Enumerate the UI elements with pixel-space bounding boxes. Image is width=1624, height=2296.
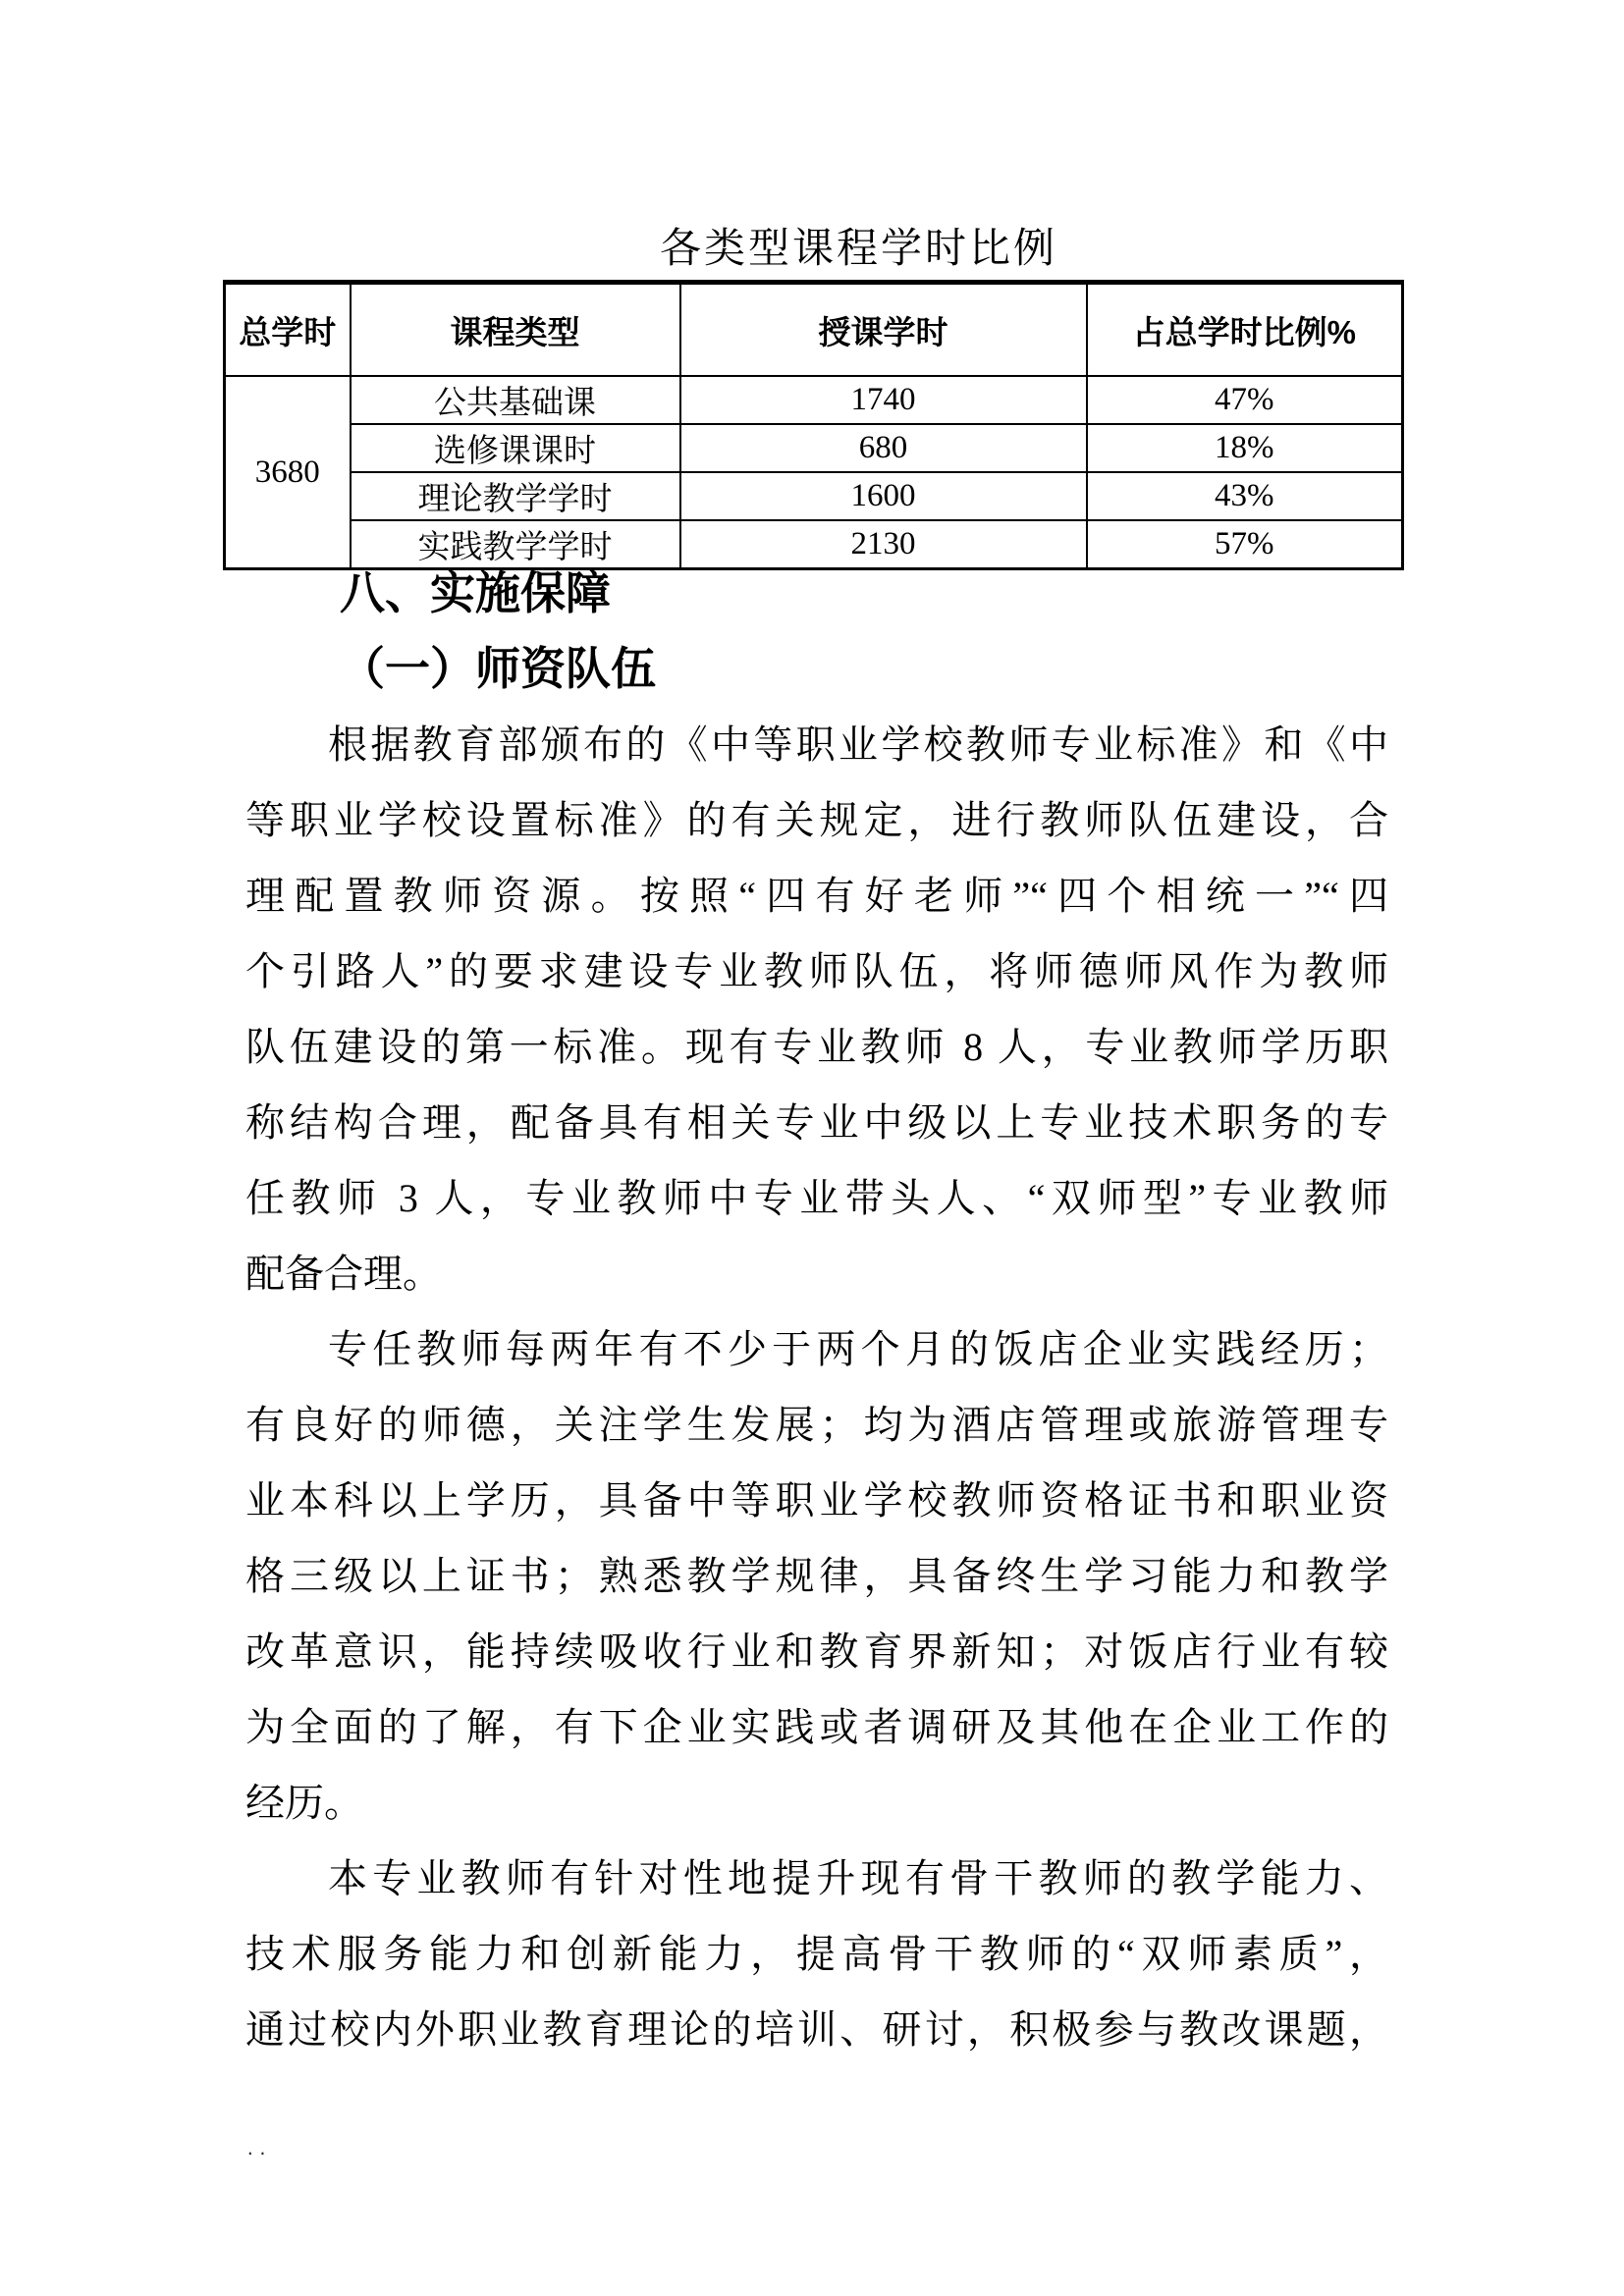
hours-cell: 680 bbox=[680, 424, 1087, 472]
percent-cell: 18% bbox=[1087, 424, 1403, 472]
table-title: 各类型课程学时比例 bbox=[660, 227, 1058, 272]
body-line: 业本科以上学历，具备中等职业学校教师资格证书和职业资 bbox=[245, 1478, 1388, 1522]
table-row bbox=[225, 376, 1403, 424]
body-text-block bbox=[245, 556, 1388, 2067]
stray-dots-mark: .. bbox=[245, 2140, 271, 2159]
subsection-heading: （一）师资队伍 bbox=[340, 644, 656, 694]
course-type-cell: 选修课课时 bbox=[351, 424, 680, 472]
course-type-cell: 理论教学学时 bbox=[351, 472, 680, 520]
body-line: 经历。 bbox=[245, 1781, 363, 1825]
col-header-teaching-hours: 授课学时 bbox=[680, 283, 1087, 377]
body-line: 个引路人”的要求建设专业教师队伍，将师德师风作为教师 bbox=[245, 949, 1388, 993]
hours-cell: 1600 bbox=[680, 472, 1087, 520]
percent-cell: 47% bbox=[1087, 376, 1403, 424]
percent-cell: 43% bbox=[1087, 472, 1403, 520]
col-header-course-type: 课程类型 bbox=[351, 283, 680, 377]
body-line: 等职业学校设置标准》的有关规定，进行教师队伍建设，合 bbox=[245, 798, 1388, 842]
course-type-cell: 公共基础课 bbox=[351, 376, 680, 424]
hours-cell: 1740 bbox=[680, 376, 1087, 424]
body-line: 改革意识，能持续吸收行业和教育界新知；对饭店行业有较 bbox=[245, 1629, 1388, 1674]
body-line: 技术服务能力和创新能力，提高骨干教师的“双师素质”， bbox=[245, 1932, 1388, 1976]
body-line: 有良好的师德，关注学生发展；均为酒店管理或旅游管理专 bbox=[245, 1403, 1388, 1447]
course-hours-table bbox=[223, 280, 1404, 570]
body-line: 通过校内外职业教育理论的培训、研讨，积极参与教改课题， bbox=[245, 2007, 1388, 2052]
col-header-percent: 占总学时比例% bbox=[1087, 283, 1403, 377]
table-row bbox=[225, 472, 1403, 520]
body-line: 本专业教师有针对性地提升现有骨干教师的教学能力、 bbox=[328, 1856, 1388, 1900]
col-header-total-hours: 总学时 bbox=[225, 283, 351, 377]
body-line: 根据教育部颁布的《中等职业学校教师专业标准》和《中 bbox=[328, 722, 1388, 767]
total-hours-cell: 3680 bbox=[225, 376, 351, 569]
body-line: 队伍建设的第一标准。现有专业教师 8 人，专业教师学历职 bbox=[245, 1025, 1388, 1069]
table-row bbox=[225, 424, 1403, 472]
percent-cell: 57% bbox=[1087, 520, 1403, 569]
body-line: 理配置教师资源。按照“四有好老师”“四个相统一”“四 bbox=[245, 874, 1388, 918]
body-line: 为全面的了解，有下企业实践或者调研及其他在企业工作的 bbox=[245, 1705, 1388, 1749]
body-line: 专任教师每两年有不少于两个月的饭店企业实践经历； bbox=[328, 1327, 1388, 1371]
table-header-row bbox=[225, 283, 1403, 377]
body-line: 称结构合理，配备具有相关专业中级以上专业技术职务的专 bbox=[245, 1100, 1388, 1145]
section-heading: 八、实施保障 bbox=[340, 567, 611, 618]
hours-cell: 2130 bbox=[680, 520, 1087, 569]
course-type-cell: 实践教学学时 bbox=[351, 520, 680, 569]
body-line: 任教师 3 人，专业教师中专业带头人、“双师型”专业教师 bbox=[245, 1176, 1388, 1220]
body-line: 格三级以上证书；熟悉教学规律，具备终生学习能力和教学 bbox=[245, 1554, 1388, 1598]
body-line: 配备合理。 bbox=[245, 1252, 442, 1296]
